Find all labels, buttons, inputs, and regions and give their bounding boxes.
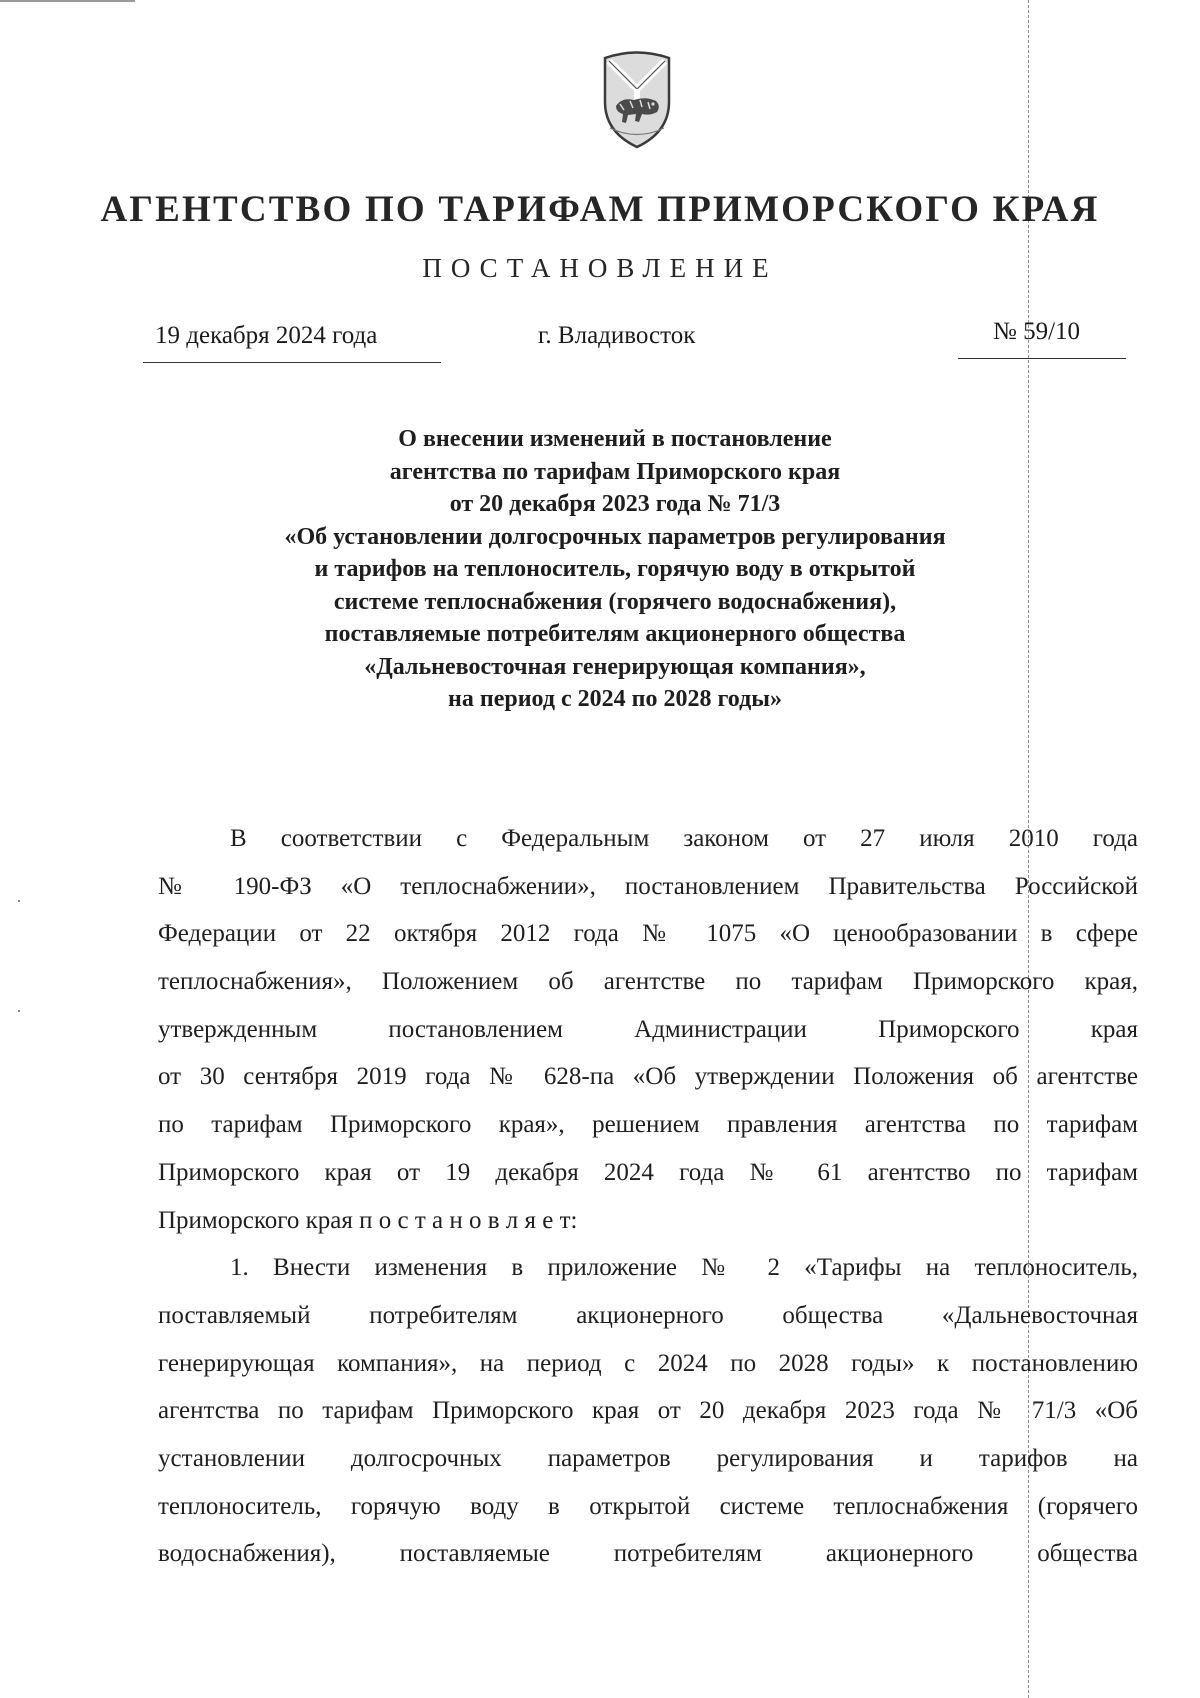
title-line: системе теплоснабжения (горячего водоснабжения), <box>333 588 897 615</box>
document-type: ПОСТАНОВЛЕНИЕ <box>422 253 778 283</box>
document-city: г. Владивосток <box>538 322 696 349</box>
title-line: «Дальневосточная генерирующая компания», <box>364 653 866 680</box>
scan-speck <box>18 1010 20 1012</box>
item1-line: установлении долгосрочных параметров регулирования и тарифов на <box>158 1444 1138 1472</box>
coat-of-arms-emblem <box>590 44 684 154</box>
resolve-line <box>158 1197 1138 1245</box>
title-line: от 20 декабря 2023 года № 71/3 <box>449 491 781 517</box>
scan-edge-mark <box>0 0 135 2</box>
title-line: агентства по тарифам Приморского края <box>389 458 841 485</box>
preamble-line: Федерации от 22 октября 2012 года № 1075 «О ценообразовании в сфере <box>158 920 1138 948</box>
item1-line: генерирующая компания», на период с 2024 по 2028 годы» к постановлению <box>158 1349 1138 1377</box>
document-date: 19 декабря 2024 года <box>155 322 378 349</box>
item1-line: агентства по тарифам Приморского края от 20 декабря 2023 года № 71/3 «Об <box>158 1397 1138 1425</box>
preamble-line: утвержденным постановлением Администрации Приморского края <box>158 1015 1138 1043</box>
resolve-word: п о с т а н о в л я е т: <box>359 1206 578 1234</box>
date-underline <box>143 362 441 363</box>
document-number: № 59/10 <box>993 318 1081 345</box>
item1-line: 1. Внести изменения в приложение № 2 «Тарифы на теплоноситель, <box>230 1254 1138 1282</box>
preamble-line: по тарифам Приморского края», решением правления агентства по тарифам <box>158 1111 1138 1139</box>
title-line: на период с 2024 по 2028 годы» <box>448 686 782 712</box>
item1-line: теплоноситель, горячую воду в открытой системе теплоснабжения (горячего <box>158 1492 1138 1520</box>
scan-speck <box>18 900 20 902</box>
title-line: О внесении изменений в постановление <box>398 426 832 452</box>
preamble-line: В соответствии с Федеральным законом от 27 июля 2010 года <box>230 825 1138 852</box>
document-body <box>158 815 1138 1578</box>
title-line: «Об установлении долгосрочных параметров регулирования <box>284 523 946 550</box>
document-title <box>150 423 1080 716</box>
number-underline <box>958 358 1126 359</box>
agency-name: АГЕНТСТВО ПО ТАРИФАМ ПРИМОРСКОГО КРАЯ <box>100 189 1100 230</box>
preamble-line: Приморского края от 19 декабря 2024 года № 61 агентство по тарифам <box>158 1158 1138 1186</box>
preamble-line: № 190-ФЗ «О теплоснабжении», постановлением Правительства Российской <box>158 872 1138 900</box>
resolve-prefix: Приморского края <box>158 1206 353 1234</box>
preamble-line: от 30 сентября 2019 года № 628-па «Об утверждении Положения об агентстве <box>158 1063 1138 1091</box>
item1-line: водоснабжения), поставляемые потребителям акционерного общества <box>158 1540 1138 1568</box>
title-line: и тарифов на теплоноситель, горячую воду в открытой <box>314 556 916 582</box>
item1-line: поставляемый потребителям акционерного общества «Дальневосточная <box>158 1301 1138 1329</box>
preamble-line: теплоснабжения», Положением об агентстве по тарифам Приморского края, <box>158 968 1138 996</box>
title-line: поставляемые потребителям акционерного общества <box>324 621 906 647</box>
